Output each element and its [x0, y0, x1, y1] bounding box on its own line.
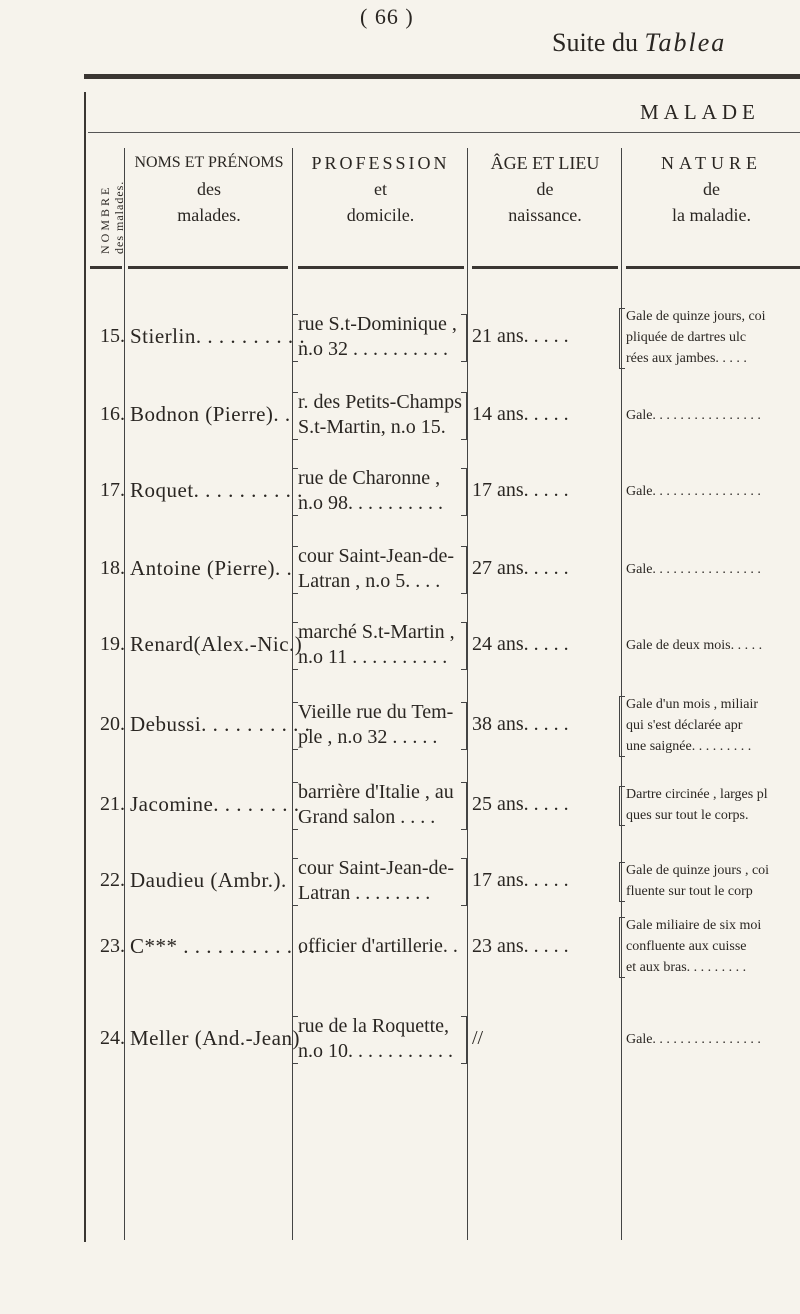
patient-name: Jacomine. . . . . . . . [130, 792, 300, 816]
brace-right [461, 858, 467, 906]
brace-left [292, 392, 298, 440]
number-header-line2: des malades. [112, 180, 126, 254]
profession-line: officier d'artillerie. . [298, 935, 458, 957]
patient-name: Daudieu (Ambr.). [130, 868, 287, 892]
header-line: la maladie. [672, 205, 751, 225]
nature-line: une saignée. . . . . . . . . [626, 738, 752, 754]
profession-domicile [298, 544, 454, 594]
patient-name: Debussi. . . . . . . . . . [130, 712, 311, 736]
nature-line: rées aux jambes. . . . . [626, 350, 747, 366]
profession-line: S.t-Martin, n.o 15. [298, 416, 446, 438]
header-underline [626, 266, 800, 269]
profession-line: rue S.t-Dominique , [298, 313, 457, 335]
patient-name: C*** . . . . . . . . . . . . [130, 933, 316, 958]
header-line: ÂGE ET LIEU [490, 153, 600, 173]
patient-name: Renard(Alex.-Nic.) [130, 632, 303, 656]
age-birthplace: 17 ans. . . . . [472, 479, 569, 501]
header-rule [88, 132, 800, 133]
brace-right [461, 314, 467, 362]
patient-name: Stierlin. . . . . . . . . . [130, 324, 306, 348]
header-underline [128, 266, 288, 269]
profession-domicile [298, 620, 455, 670]
disease-nature [626, 306, 766, 369]
brace-right [461, 702, 467, 750]
disease-nature [626, 405, 761, 426]
row-number: 23. [100, 934, 125, 957]
row-number: 15. [100, 325, 125, 347]
patient-name: Roquet. . . . . . . . . . [130, 478, 303, 502]
header-line: de [703, 179, 720, 199]
nature-line: Gale de deux mois. . . . . [626, 637, 763, 653]
profession-domicile [298, 466, 443, 516]
profession-line: marché S.t-Martin , [298, 621, 455, 643]
brace-right [461, 622, 467, 670]
profession-line: rue de la Roquette, [298, 1015, 450, 1037]
profession-line: ple , n.o 32 . . . . . [298, 726, 438, 748]
profession-line: n.o 32 . . . . . . . . . . [298, 338, 448, 360]
disease-nature [626, 559, 761, 580]
profession-domicile [298, 700, 453, 750]
column-header-number [96, 162, 126, 256]
profession-line: n.o 98. . . . . . . . . . [298, 492, 443, 514]
brace-nature [619, 917, 625, 978]
header-line: naissance. [508, 205, 582, 225]
header-underline [472, 266, 618, 269]
row-number: 17. [100, 479, 125, 501]
nature-line: Gale de quinze jours, coi [626, 308, 766, 324]
brace-right [461, 468, 467, 516]
row-number: 19. [100, 633, 125, 655]
age-birthplace: 21 ans. . . . . [472, 325, 569, 347]
nature-line: Gale miliaire de six moi [626, 918, 762, 933]
nature-line: et aux bras. . . . . . . . . [626, 960, 747, 975]
header-line: et [374, 179, 387, 199]
brace-nature [619, 786, 625, 826]
nature-line: fluente sur tout le corp [626, 884, 753, 899]
brace-left [292, 782, 298, 830]
brace-left [292, 622, 298, 670]
number-header-line1: NOMBRE [98, 184, 112, 254]
brace-right [461, 782, 467, 830]
nature-line: confluente aux cuisse [626, 939, 747, 954]
nature-line: Gale. . . . . . . . . . . . . . . . [626, 407, 761, 423]
profession-line: barrière d'Italie , au [298, 781, 454, 803]
header-line: des [197, 179, 221, 199]
section-title: MALADE [640, 100, 760, 124]
nature-line: Gale de quinze jours , coi [626, 863, 770, 878]
brace-left [292, 702, 298, 750]
profession-domicile [298, 312, 457, 362]
profession-line: Latran . . . . . . . . [298, 882, 431, 904]
disease-nature [626, 784, 768, 826]
profession-domicile [298, 934, 458, 959]
brace-nature [619, 862, 625, 902]
profession-line: r. des Petits-Champs [298, 391, 462, 413]
age-birthplace: 27 ans. . . . . [472, 557, 569, 579]
column-header-age [469, 150, 621, 228]
profession-domicile [298, 1014, 453, 1064]
profession-line: n.o 11 . . . . . . . . . . [298, 646, 448, 668]
profession-line: Grand salon . . . . [298, 806, 436, 828]
brace-left [292, 468, 298, 516]
page-number: ( 66 ) [360, 4, 414, 29]
row-number: 16. [100, 403, 125, 425]
profession-line: rue de Charonne , [298, 467, 441, 489]
profession-line: n.o 10. . . . . . . . . . . [298, 1040, 453, 1062]
age-birthplace: 24 ans. . . . . [472, 633, 569, 655]
profession-line: cour Saint-Jean-de- [298, 545, 455, 567]
disease-nature [626, 481, 761, 502]
nature-line: ques sur tout le corps. [626, 808, 749, 823]
nature-line: Gale. . . . . . . . . . . . . . . . [626, 561, 761, 577]
patient-name: Antoine (Pierre). . [130, 556, 293, 580]
row-number: 20. [100, 713, 125, 735]
brace-right [461, 392, 467, 440]
row-number: 24. [100, 1027, 125, 1049]
brace-left [292, 546, 298, 594]
top-rule [84, 74, 800, 79]
age-birthplace: 14 ans. . . . . [472, 403, 569, 425]
nature-line: pliquée de dartres ulc [626, 329, 747, 345]
brace-left [292, 314, 298, 362]
row-number: 22. [100, 869, 125, 891]
age-birthplace: 17 ans. . . . . [472, 869, 569, 891]
header-line: de [536, 179, 554, 199]
disease-nature [626, 1029, 761, 1050]
brace-right [461, 546, 467, 594]
running-head-italic: Tablea [644, 28, 727, 57]
nature-line: Gale. . . . . . . . . . . . . . . . [626, 483, 761, 499]
brace-nature [619, 308, 625, 369]
profession-domicile [298, 390, 462, 440]
brace-nature [619, 696, 625, 757]
column-header-nature [623, 150, 800, 228]
row-number: 21. [100, 793, 125, 815]
running-head [552, 28, 726, 58]
column-divider [292, 148, 293, 1240]
profession-line: cour Saint-Jean-de- [298, 857, 455, 879]
nature-line: Dartre circinée , larges pl [626, 787, 768, 802]
patient-name: Bodnon (Pierre). . [130, 402, 291, 426]
brace-left [292, 858, 298, 906]
age-birthplace: 25 ans. . . . . [472, 793, 569, 815]
column-divider [124, 148, 125, 1240]
header-underline [90, 266, 122, 269]
column-header-names [126, 150, 292, 228]
nature-line: qui s'est déclarée apr [626, 717, 743, 733]
header-line: malades. [177, 205, 241, 225]
age-birthplace: // [472, 1027, 484, 1049]
disease-nature [626, 635, 762, 656]
brace-right [461, 1016, 467, 1064]
nature-line: Gale d'un mois , miliair [626, 696, 759, 712]
nature-line: Gale. . . . . . . . . . . . . . . . [626, 1031, 761, 1047]
header-line: NOMS ET PRÉNOMS [134, 154, 284, 171]
profession-domicile [298, 856, 454, 906]
disease-nature [626, 915, 761, 978]
header-line: PROFESSION [311, 153, 450, 173]
patient-name: Meller (And.-Jean) [130, 1026, 300, 1050]
left-border [84, 92, 86, 1242]
column-header-profession [294, 150, 467, 228]
age-birthplace: 38 ans. . . . . [472, 713, 569, 735]
brace-left [292, 1016, 298, 1064]
profession-domicile [298, 780, 454, 830]
header-line: NATURE [661, 153, 762, 173]
row-number: 18. [100, 557, 125, 579]
header-line: domicile. [346, 205, 415, 225]
column-divider [467, 148, 468, 1240]
age-birthplace: 23 ans. . . . . [472, 934, 569, 957]
profession-line: Vieille rue du Tem- [298, 701, 454, 723]
running-head-prefix: Suite du [552, 28, 638, 57]
disease-nature [626, 860, 769, 902]
profession-line: Latran , n.o 5. . . . [298, 570, 441, 592]
header-underline [298, 266, 464, 269]
disease-nature [626, 694, 758, 757]
